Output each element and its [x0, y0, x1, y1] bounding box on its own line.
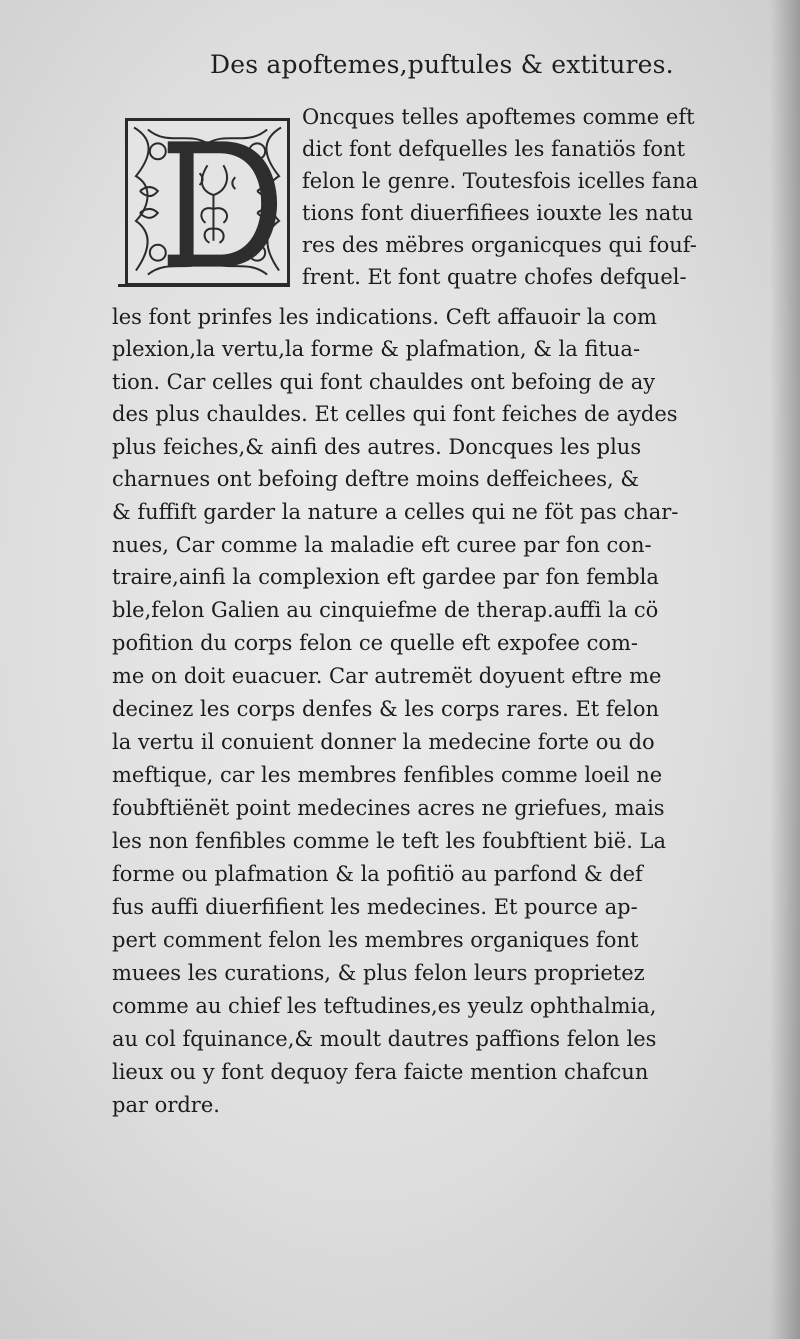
text-line: nues, Car comme la maladie eft curee par fon con- — [112, 533, 652, 557]
initial-baseline-rule — [118, 284, 290, 287]
text-line: traire,ainfi la complexion eft gardee par fon fembla — [112, 565, 659, 589]
text-line: comme au chief les teftudines,es yeulz ophthalmia, — [112, 994, 657, 1018]
text-line: tions font diuerfifiees iouxte les natu — [302, 201, 694, 225]
text-line: foubftiënët point medecines acres ne griefues, mais — [112, 796, 665, 820]
text-line: pofition du corps felon ce quelle eft expofee com- — [112, 631, 639, 655]
text-line: decinez les corps denfes & les corps rares. Et felon — [112, 697, 660, 721]
initial-ornament-icon — [128, 121, 287, 283]
text-line: forme ou plafmation & la pofitiö au parfond & def — [112, 862, 643, 886]
text-line: charnues ont befoing deftre moins deffeichees, & — [112, 467, 640, 491]
text-line: muees les curations, & plus felon leurs proprietez — [112, 961, 645, 985]
text-line: felon le genre. Toutesfois icelles fana — [302, 169, 699, 193]
text-line: tion. Car celles qui font chauldes ont befoing de ay — [112, 370, 656, 394]
text-line: les font prinfes les indications. Ceft affauoir la com — [112, 305, 657, 329]
text-line: fus auffi diuerfifient les medecines. Et pource ap- — [112, 895, 638, 919]
running-head: Des apoftemes,puftules & extitures. — [210, 50, 674, 79]
text-line: Oncques telles apoftemes comme eft — [302, 105, 695, 129]
text-line: plus feiches,& ainfi des autres. Doncques les plus — [112, 435, 642, 459]
text-line: plexion,la vertu,la forme & plafmation, & la fitua- — [112, 337, 641, 361]
text-line: frent. Et font quatre chofes defquel- — [302, 265, 687, 289]
text-line: me on doit euacuer. Car autremët doyuent eftre me — [112, 664, 662, 688]
text-line: au col fquinance,& moult dautres paffions felon les — [112, 1027, 657, 1051]
text-line: & fuffift garder la nature a celles qui ne föt pas char- — [112, 500, 679, 524]
text-line: la vertu il conuient donner la medecine forte ou do — [112, 730, 655, 754]
text-line: les non fenfibles comme le teft les foubftient bië. La — [112, 829, 667, 853]
text-line: pert comment felon les membres organiques font — [112, 928, 639, 952]
text-line: des plus chauldes. Et celles qui font feiches de aydes — [112, 402, 678, 426]
text-line: dict font defquelles les fanatiös font — [302, 137, 686, 161]
text-line: lieux ou y font dequoy fera faicte mention chafcun — [112, 1060, 649, 1084]
decorated-initial-d — [125, 118, 290, 286]
text-line: meftique, car les membres fenfibles comme loeil ne — [112, 763, 663, 787]
text-line: res des mëbres organicques qui fouf- — [302, 233, 697, 257]
text-line: par ordre. — [112, 1093, 220, 1117]
text-line: ble,felon Galien au cinquiefme de therap.auffi la cö — [112, 598, 659, 622]
